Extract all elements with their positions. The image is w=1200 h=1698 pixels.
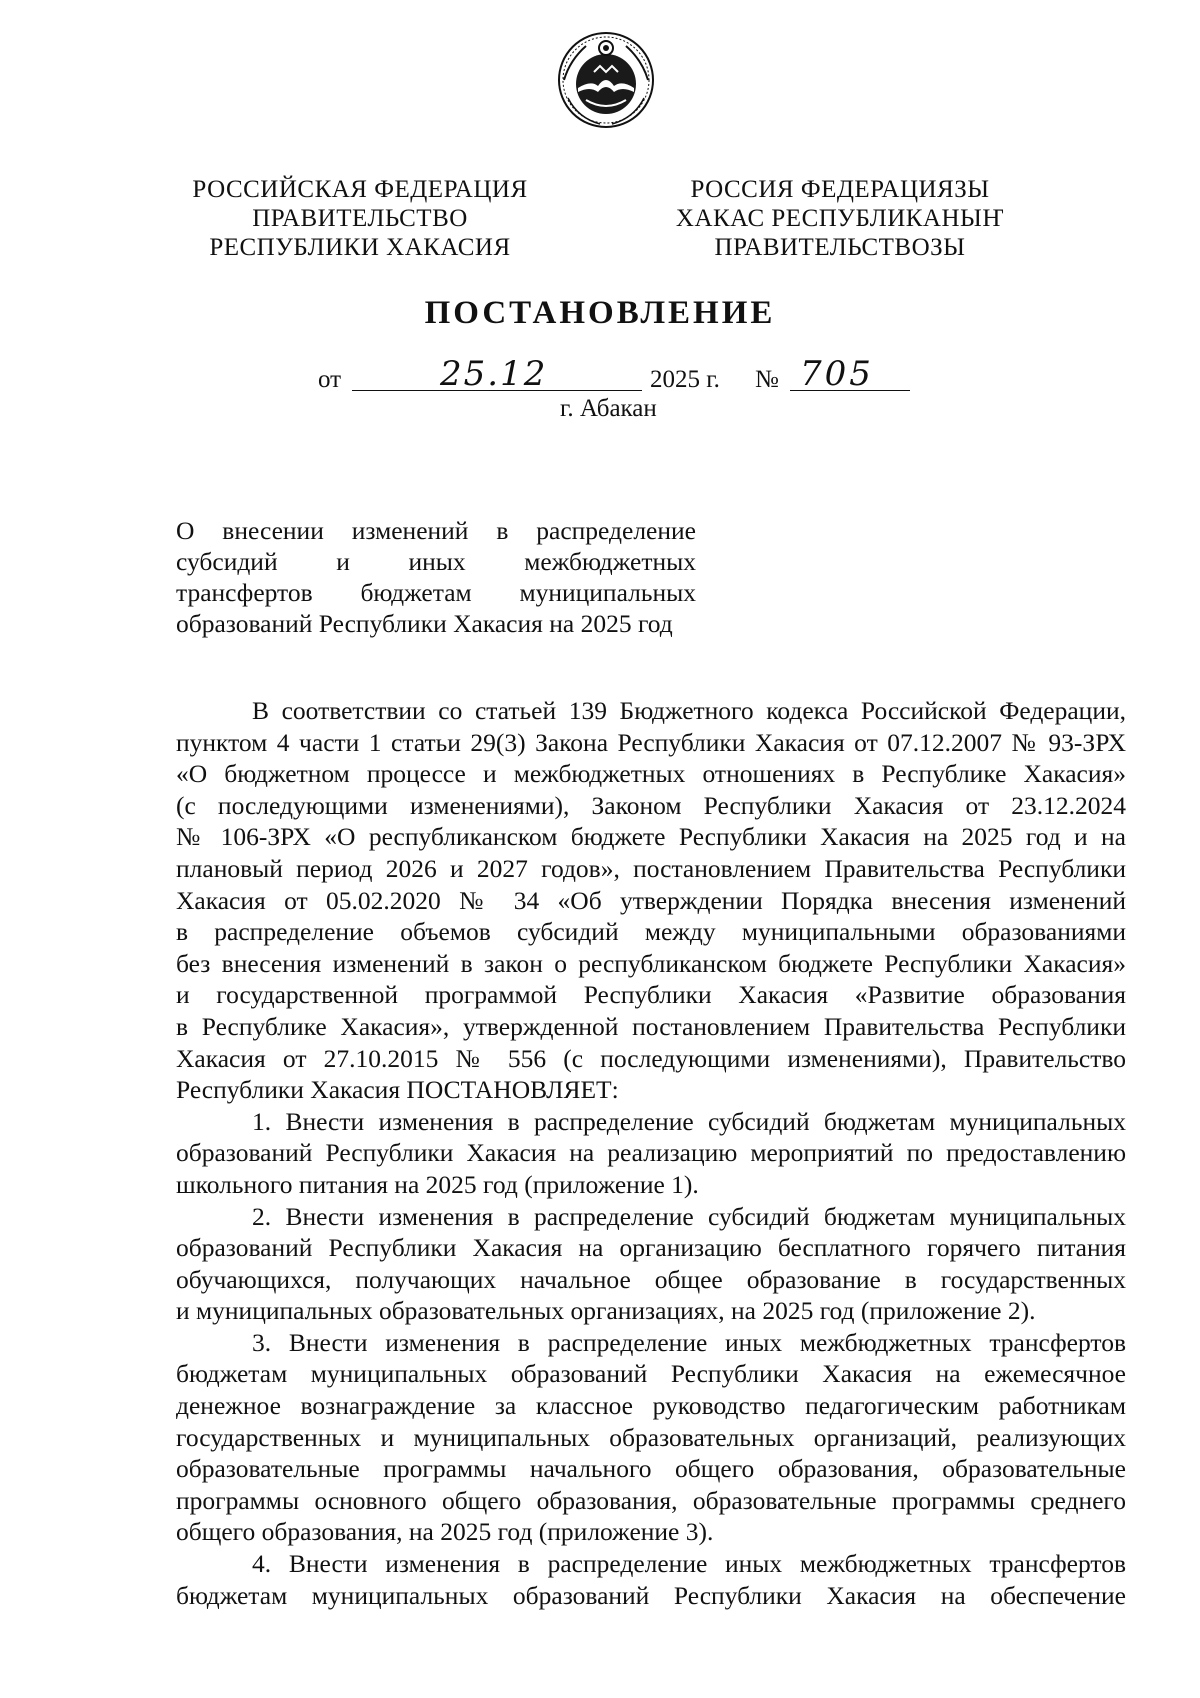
header-right-line: ХАКАС РЕСПУБЛИКАНЫҤ bbox=[675, 205, 1005, 232]
subject-line: трансфертов бюджетам муниципальных bbox=[176, 578, 696, 607]
document-title: ПОСТАНОВЛЕНИЕ bbox=[424, 295, 776, 331]
header-left-line: РОССИЙСКАЯ ФЕДЕРАЦИЯ bbox=[192, 176, 528, 203]
body-line: и муниципальных образовательных организациях, на 2025 год (приложение 2). bbox=[176, 1296, 1036, 1326]
body-line: «О бюджетном процессе и межбюджетных отношениях в Республике Хакасия» bbox=[176, 759, 1126, 789]
coat-of-arms-emblem-icon bbox=[556, 30, 656, 130]
header-right-block bbox=[630, 175, 1050, 262]
city-name: г. Абакан bbox=[560, 395, 657, 422]
body-line: 4. Внести изменения в распределение иных межбюджетных трансфертов bbox=[252, 1549, 1126, 1579]
handwritten-number: 705 bbox=[800, 354, 874, 394]
header-left-block bbox=[150, 175, 570, 262]
body-line: школьного питания на 2025 год (приложение 1). bbox=[176, 1169, 699, 1199]
body-paragraph bbox=[176, 1106, 1126, 1201]
body-paragraph bbox=[176, 1327, 1126, 1548]
date-number-line bbox=[0, 354, 1200, 396]
body-paragraph bbox=[176, 1201, 1126, 1327]
body-paragraph bbox=[176, 1548, 1126, 1611]
number-sign: № bbox=[755, 366, 779, 393]
body-line: государственных и муниципальных образовательных организаций, реализующих bbox=[176, 1422, 1126, 1452]
header-left-line: ПРАВИТЕЛЬСТВО bbox=[252, 205, 468, 232]
body-line: Хакасия от 27.10.2015 № 556 (с последующими изменениями), Правительство bbox=[176, 1043, 1126, 1073]
handwritten-date: 25.12 bbox=[440, 354, 548, 394]
document-body bbox=[176, 695, 1126, 1611]
body-line: пунктом 4 части 1 статьи 29(3) Закона Республики Хакасия от 07.12.2007 № 93-ЗРХ bbox=[176, 727, 1126, 757]
body-line: плановый период 2026 и 2027 годов», постановлением Правительства Республики bbox=[176, 853, 1126, 883]
body-line: бюджетам муниципальных образований Республики Хакасия на обеспечение bbox=[176, 1580, 1126, 1610]
subject-line: субсидий и иных межбюджетных bbox=[176, 547, 696, 576]
header-right-line: ПРАВИТЕЛЬСТВОЗЫ bbox=[714, 234, 966, 261]
body-line: без внесения изменений в закон о республиканском бюджете Республики Хакасия» bbox=[176, 948, 1126, 978]
body-line: образовательные программы начального общего образования, образовательные bbox=[176, 1454, 1126, 1484]
body-line: 3. Внести изменения в распределение иных межбюджетных трансфертов bbox=[252, 1327, 1126, 1357]
body-line: Хакасия от 05.02.2020 № 34 «Об утверждении Порядка внесения изменений bbox=[176, 885, 1126, 915]
document-subject bbox=[176, 515, 696, 639]
body-line: В соответствии со статьей 139 Бюджетного кодекса Российской Федерации, bbox=[252, 696, 1126, 725]
header-left-line: РЕСПУБЛИКИ ХАКАСИЯ bbox=[209, 234, 511, 261]
body-line: 2. Внести изменения в распределение субсидий бюджетам муниципальных bbox=[252, 1201, 1126, 1231]
body-paragraph bbox=[176, 695, 1126, 1106]
body-line: обучающихся, получающих начальное общее образование в государственных bbox=[176, 1264, 1126, 1294]
body-line: в распределение объемов субсидий между муниципальными образованиями bbox=[176, 917, 1126, 947]
body-line: общего образования, на 2025 год (приложение 3). bbox=[176, 1517, 714, 1547]
body-line: образований Республики Хакасия на реализацию мероприятий по предоставлению bbox=[176, 1138, 1126, 1168]
body-line: 1. Внести изменения в распределение субсидий бюджетам муниципальных bbox=[252, 1106, 1126, 1136]
body-line: Республики Хакасия ПОСТАНОВЛЯЕТ: bbox=[176, 1075, 619, 1105]
subject-line: О внесении изменений в распределение bbox=[176, 516, 696, 545]
subject-line: образований Республики Хакасия на 2025 год bbox=[176, 609, 673, 638]
body-line: № 106-ЗРХ «О республиканском бюджете Республики Хакасия на 2025 год и на bbox=[176, 822, 1126, 852]
body-line: образований Республики Хакасия на организацию бесплатного горячего питания bbox=[176, 1233, 1126, 1263]
date-year: 2025 г. bbox=[650, 366, 720, 393]
body-line: программы основного общего образования, образовательные программы среднего bbox=[176, 1485, 1126, 1515]
body-line: бюджетам муниципальных образований Республики Хакасия на ежемесячное bbox=[176, 1359, 1126, 1389]
header-right-line: РОССИЯ ФЕДЕРАЦИЯЗЫ bbox=[690, 176, 990, 203]
body-line: денежное вознаграждение за классное руководство педагогическим работникам bbox=[176, 1391, 1126, 1421]
date-prefix: от bbox=[318, 366, 342, 393]
body-line: и государственной программой Республики Хакасия «Развитие образования bbox=[176, 980, 1126, 1010]
body-line: (с последующими изменениями), Законом Республики Хакасия от 23.12.2024 bbox=[176, 790, 1126, 820]
body-line: в Республике Хакасия», утвержденной постановлением Правительства Республики bbox=[176, 1011, 1126, 1041]
